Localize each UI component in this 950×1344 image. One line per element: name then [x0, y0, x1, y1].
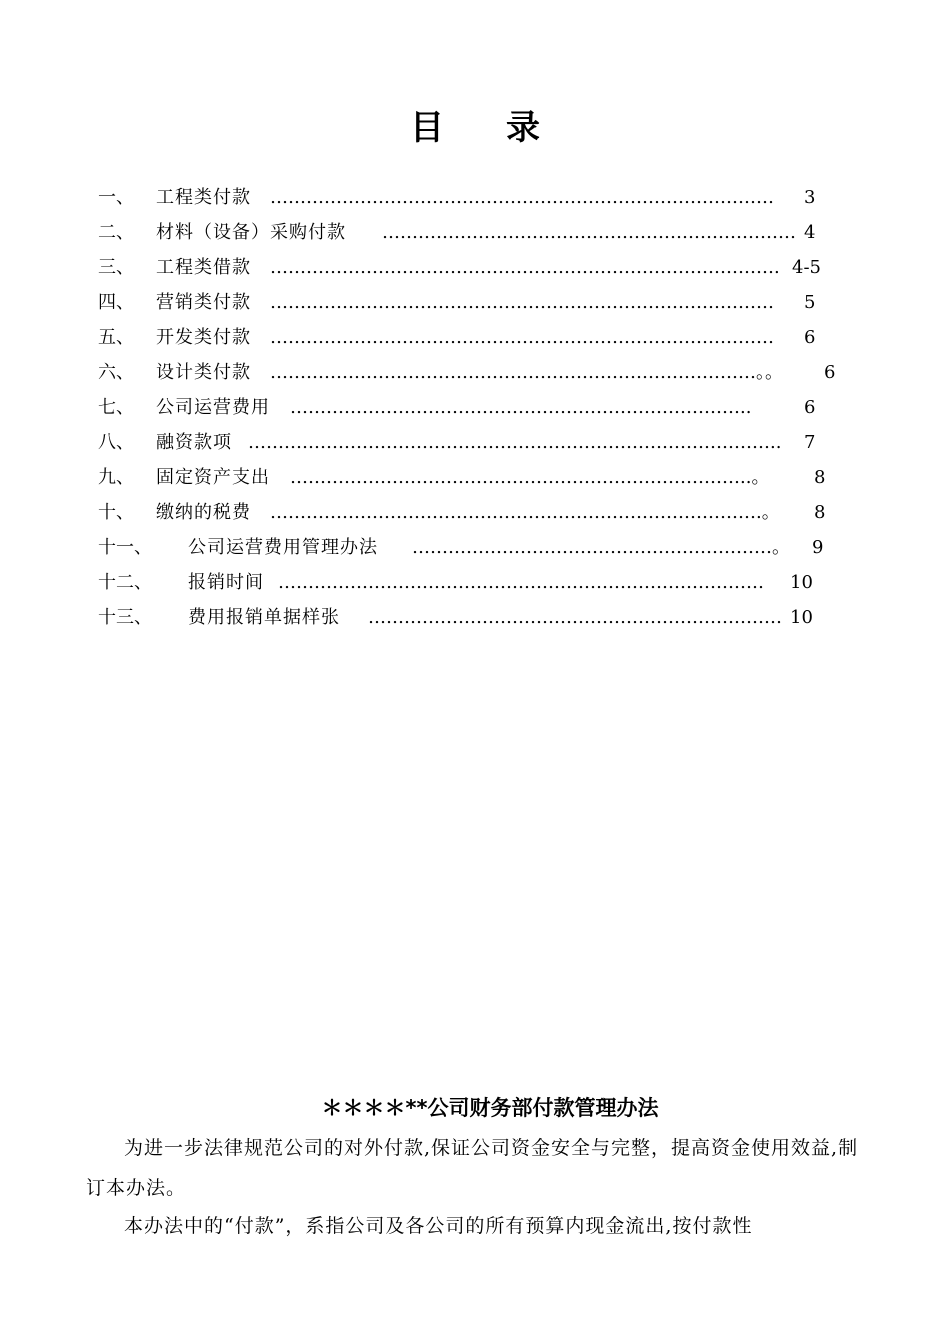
- toc-item-label: 缴纳的税费: [156, 502, 251, 523]
- toc-item-number: 一、: [98, 187, 134, 208]
- toc-item-number: 七、: [98, 397, 134, 418]
- toc-title: [0, 100, 950, 149]
- toc-item-label: 材料（设备）采购付款: [156, 222, 346, 243]
- toc-item-number: 九、: [98, 467, 134, 488]
- toc-item-page: 8: [814, 502, 826, 523]
- toc-item-page: 7: [804, 432, 816, 453]
- toc-item-leader: ……………………………………………………………………….。: [270, 502, 780, 523]
- toc-item-label: 报销时间: [188, 572, 264, 593]
- toc-item-number: 十二、: [98, 572, 152, 593]
- definition-paragraph: 本办法中的“付款”，系指公司及各公司的所有预算内现金流出,按付款性: [124, 1215, 753, 1237]
- toc-item-number: 六、: [98, 362, 134, 383]
- toc-item-number: 十一、: [98, 537, 152, 558]
- toc-item-leader: ……………………………………………………。: [412, 537, 790, 558]
- toc-item-page: 3: [804, 187, 816, 208]
- toc-item-number: 八、: [98, 432, 134, 453]
- toc-item-label: 公司运营费用: [156, 397, 270, 418]
- toc-item-number: 五、: [98, 327, 134, 348]
- toc-item-leader: ………………………………………………………………………: [278, 572, 764, 593]
- toc-item-number: 二、: [98, 222, 134, 243]
- toc-item-leader: …………………………………………………………………………: [270, 187, 774, 208]
- toc-item-label: 设计类付款: [156, 362, 251, 383]
- toc-item-number: 四、: [98, 292, 134, 313]
- toc-item-label: 融资款项: [156, 432, 232, 453]
- toc-item-leader: …………………………………………………………………..。: [290, 467, 770, 488]
- toc-item-page: 4: [804, 222, 816, 243]
- toc-item-leader: ………………………………………………………………………….: [270, 257, 780, 278]
- toc-item-label: 营销类付款: [156, 292, 251, 313]
- toc-item-label: 工程类借款: [156, 257, 251, 278]
- intro-paragraph: 为进一步法律规范公司的对外付款,保证公司资金安全与完整，提高资金使用效益,制订本办法。: [86, 1137, 859, 1199]
- toc-item-page: 8: [814, 467, 826, 488]
- toc-item-leader: ……………………………………………………………………………..: [248, 432, 782, 453]
- toc-item-page: 6: [804, 327, 816, 348]
- toc-item-number: 十三、: [98, 607, 152, 628]
- toc-item-leader: ……………………………………………………………: [368, 607, 782, 628]
- toc-item-leader: ………………………………………………………………………。。: [270, 362, 783, 383]
- toc-item-page: 10: [790, 572, 813, 593]
- toc-item-label: 费用报销单据样张: [188, 607, 340, 628]
- toc-item-page: 9: [812, 537, 824, 558]
- toc-item-label: 固定资产支出: [156, 467, 270, 488]
- toc-item-leader: …………………………………………………………………..: [290, 397, 752, 418]
- toc-item-label: 公司运营费用管理办法: [188, 537, 378, 558]
- toc-item-label: 开发类付款: [156, 327, 251, 348]
- toc-item-page: 5: [804, 292, 816, 313]
- toc-item-page: 4-5: [792, 257, 821, 278]
- toc-item-leader: …………………………………………………………………………: [270, 327, 774, 348]
- toc-item-number: 十、: [98, 502, 134, 523]
- toc-item-leader: ……………………………………………………………: [382, 222, 796, 243]
- toc-item-leader: …………………………………………………………………………: [270, 292, 774, 313]
- toc-item-page: 10: [790, 607, 813, 628]
- toc-item-label: 工程类付款: [156, 187, 251, 208]
- toc-title-left: 目: [410, 108, 444, 148]
- toc-item-number: 三、: [98, 257, 134, 278]
- toc-item-page: 6: [804, 397, 816, 418]
- toc-item-page: 6: [824, 362, 836, 383]
- toc-title-right: 录: [506, 108, 540, 148]
- document-heading: ＊＊＊＊**公司财务部付款管理办法: [321, 1096, 659, 1120]
